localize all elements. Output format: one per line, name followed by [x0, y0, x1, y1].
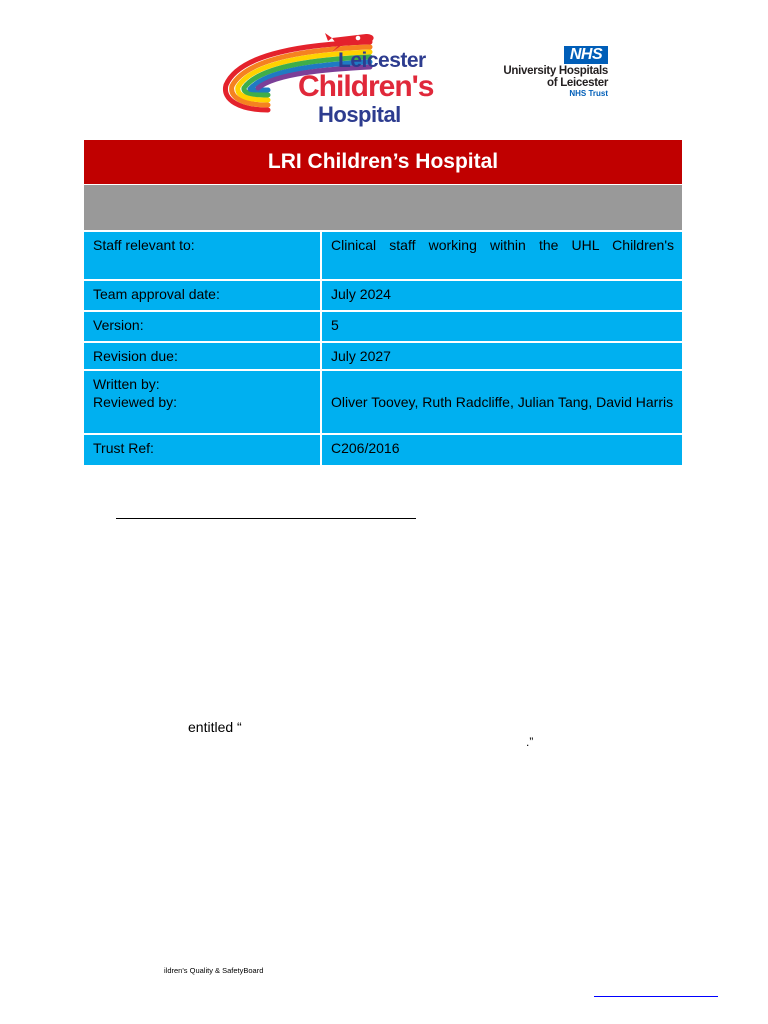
row-label-written-reviewed — [84, 370, 321, 434]
table-row — [84, 370, 682, 434]
table-row — [84, 231, 682, 280]
row-value-written-by — [331, 375, 674, 393]
row-value-reviewed-by: Oliver Toovey, Ruth Radcliffe, Julian Tang, David Harris — [331, 394, 674, 410]
heading-underline — [116, 518, 416, 519]
nhs-badge: NHS — [564, 46, 608, 64]
row-label-staff-relevant: Staff relevant to: — [84, 231, 321, 280]
nhs-uhl-logo — [494, 46, 614, 100]
table-grey-band — [84, 184, 682, 231]
nhs-logo-line1: University Hospitals — [503, 65, 608, 77]
row-value-revision-due: July 2027 — [321, 342, 682, 370]
table-title: LRI Children’s Hospital — [84, 140, 682, 184]
row-value-written-reviewed — [321, 370, 682, 434]
row-label-version: Version: — [84, 311, 321, 342]
entitled-text: entitled “ — [188, 719, 242, 735]
nhs-logo-line3: NHS Trust — [569, 89, 608, 98]
logo-text-childrens: Children's — [298, 70, 434, 103]
table-title-row — [84, 140, 682, 184]
logo-text-leicester: Leicester — [338, 49, 426, 72]
row-label-written-by: Written by: — [93, 376, 160, 392]
row-label-reviewed-by: Reviewed by: — [93, 394, 178, 410]
table-row — [84, 342, 682, 370]
row-label-team-approval: Team approval date: — [84, 280, 321, 311]
row-value-staff-relevant: Clinical staff working within the UHL Children's — [321, 231, 682, 280]
row-label-trust-ref: Trust Ref: — [84, 434, 321, 465]
row-value-team-approval: July 2024 — [321, 280, 682, 311]
table-row — [84, 434, 682, 465]
logo-text-hospital: Hospital — [318, 102, 401, 127]
footer-link-underline[interactable] — [594, 996, 718, 997]
table-row — [84, 280, 682, 311]
leicester-childrens-hospital-logo — [220, 30, 438, 128]
row-value-trust-ref: C206/2016 — [321, 434, 682, 465]
closing-quote: .” — [526, 735, 534, 749]
nhs-logo-line2: of Leicester — [547, 77, 608, 89]
footer-text: ildren's Quality & SafetyBoard — [164, 966, 264, 975]
document-info-table — [84, 140, 682, 465]
table-row — [84, 311, 682, 342]
row-label-revision-due: Revision due: — [84, 342, 321, 370]
row-value-version: 5 — [321, 311, 682, 342]
